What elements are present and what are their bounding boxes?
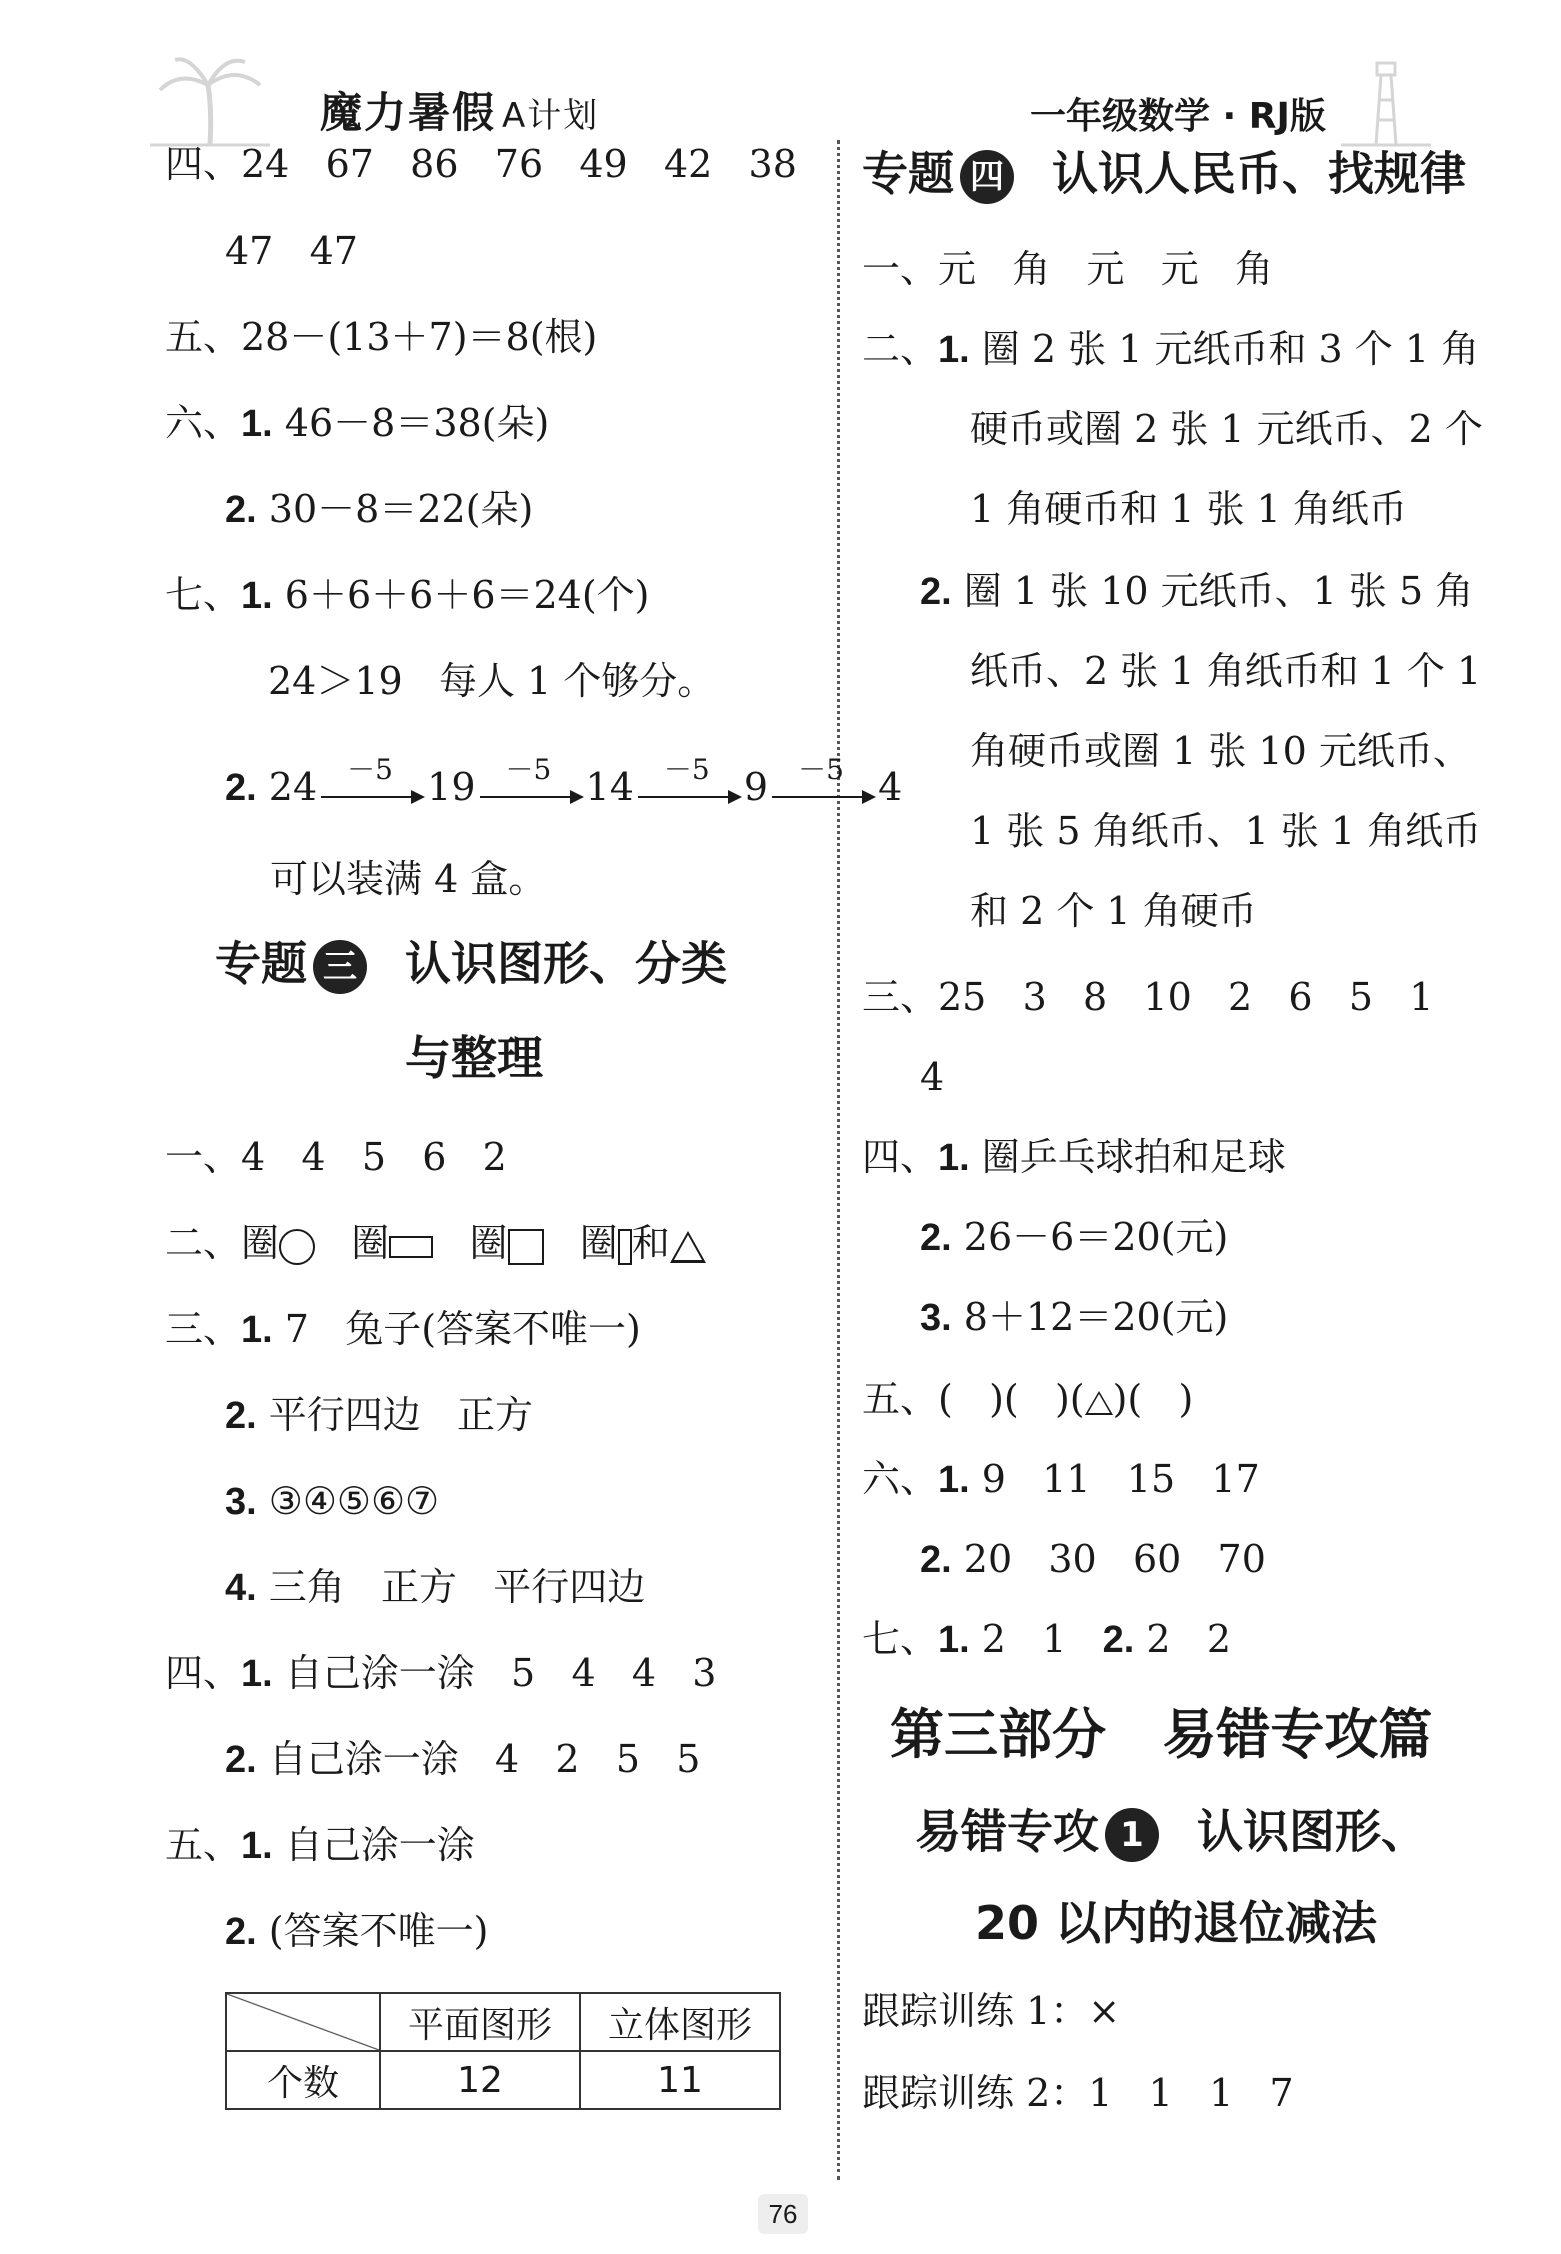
answer-line: 四、1. 自己涂一涂 5 4 4 3 [165, 1651, 717, 1695]
section-title-3: 专题 三 认识图形、分类 [215, 940, 727, 994]
answer-line: 跟踪训练 1：× [862, 1989, 1121, 2033]
answer-line: 2. 30－8＝22(朵) [225, 487, 534, 531]
answer-line: 4. 三角 正方 平行四边 [225, 1565, 646, 1609]
answer-line: 纸币、2 张 1 角纸币和 1 个 1 [970, 649, 1482, 693]
answer-line: 24＞19 每人 1 个够分。 [268, 659, 716, 703]
table-cell: 11 [580, 2051, 780, 2109]
table-cell: 12 [380, 2051, 580, 2109]
table-header: 立体图形 [580, 1993, 780, 2051]
answer-line: 2. 20 30 60 70 [920, 1537, 1266, 1581]
answer-line: 47 47 [225, 229, 358, 273]
arrow-icon: －5 [634, 772, 744, 810]
circle-shape-icon [279, 1229, 315, 1265]
answer-line: 跟踪训练 2：1 1 1 7 [862, 2071, 1294, 2115]
table-row [226, 2051, 780, 2109]
answer-line: 2. (答案不唯一) [225, 1909, 489, 1953]
table-header: 平面图形 [380, 1993, 580, 2051]
answer-line: 2. 平行四边 正方 [225, 1393, 534, 1437]
answer-line: 七、1. 2 1 2. 2 2 [862, 1617, 1232, 1661]
section-title-error-1: 易错专攻 1 认识图形、 [915, 1808, 1427, 1862]
grade-label: 一年级数学 · RJ版 [1030, 96, 1326, 137]
section-title-3-cont: 与整理 [405, 1031, 543, 1085]
arrow-icon: －5 [768, 772, 878, 810]
table-row [226, 1993, 780, 2051]
answer-line: 四、1. 圈乒乓球拍和足球 [862, 1135, 1286, 1179]
page-header [0, 40, 1561, 150]
section-number-badge: 1 [1105, 1808, 1159, 1862]
answer-line: 可以装满 4 盒。 [270, 857, 547, 901]
answer-line: 角硬币或圈 1 张 10 元纸币、 [970, 729, 1471, 773]
arrow-icon: －5 [317, 772, 427, 810]
answer-line: 一、元 角 元 元 角 [862, 247, 1273, 291]
answer-line: 和 2 个 1 角硬币 [970, 889, 1257, 933]
answer-line: 四、24 67 86 76 49 42 38 [165, 142, 797, 186]
triangle-mark-icon [1085, 1391, 1113, 1415]
answer-line: 二、1. 圈 2 张 1 元纸币和 3 个 1 角 [862, 327, 1480, 371]
answer-line: 五、28－(13＋7)＝8(根) [165, 315, 598, 359]
square-shape-icon [508, 1229, 544, 1265]
page-number: 76 [758, 2194, 808, 2234]
thin-rectangle-shape-icon [618, 1229, 632, 1265]
lighthouse-icon [1331, 45, 1441, 155]
subtraction-sequence: 2. 24 －5 19 －5 14 －5 9 －5 4 [225, 752, 903, 809]
palm-tree-icon [150, 50, 270, 150]
answer-line: 3. ③④⑤⑥⑦ [225, 1479, 440, 1523]
answer-line: 一、4 4 5 6 2 [165, 1135, 507, 1179]
table-row-label: 个数 [226, 2051, 380, 2109]
answer-line: 1 角硬币和 1 张 1 角纸币 [970, 487, 1407, 531]
column-divider [837, 140, 840, 2180]
answer-line: 硬币或圈 2 张 1 元纸币、2 个 [970, 407, 1483, 451]
answer-line: 六、1. 9 11 15 17 [862, 1457, 1260, 1501]
section-number-badge: 三 [313, 940, 367, 994]
answer-line: 五、1. 自己涂一涂 [165, 1823, 475, 1867]
answer-line: 七、1. 6＋6＋6＋6＝24(个) [165, 573, 650, 617]
answer-line: 五、( )( )( )( ) [862, 1377, 1194, 1421]
section-number-badge: 四 [960, 150, 1014, 204]
answer-line: 三、25 3 8 10 2 6 5 1 [862, 975, 1434, 1019]
answer-line: 2. 圈 1 张 10 元纸币、1 张 5 角 [920, 569, 1474, 613]
triangle-shape-icon [670, 1231, 706, 1263]
brand-title: 魔力暑假 A计划 [320, 88, 600, 137]
arrow-icon: －5 [476, 772, 586, 810]
answer-line: 3. 8＋12＝20(元) [920, 1295, 1229, 1339]
part-title: 第三部分 易错专攻篇 [890, 1703, 1433, 1766]
answer-line: 4 [920, 1055, 945, 1099]
rectangle-shape-icon [389, 1236, 433, 1258]
section-title-4: 专题 四 认识人民币、找规律 [862, 150, 1466, 204]
table-corner-cell [226, 1993, 380, 2051]
answer-line: 2. 自己涂一涂 4 2 5 5 [225, 1737, 701, 1781]
answer-line: 六、1. 46－8＝38(朵) [165, 401, 550, 445]
answer-line: 二、圈 圈 圈 圈 和 [165, 1224, 706, 1265]
section-title-error-1-cont: 20 以内的退位减法 [975, 1896, 1378, 1950]
answer-line: 三、1. 7 兔子(答案不唯一) [165, 1307, 641, 1351]
shape-count-table [225, 1992, 781, 2110]
answer-line: 2. 26－6＝20(元) [920, 1215, 1229, 1259]
answer-line: 1 张 5 角纸币、1 张 1 角纸币 [970, 809, 1482, 853]
